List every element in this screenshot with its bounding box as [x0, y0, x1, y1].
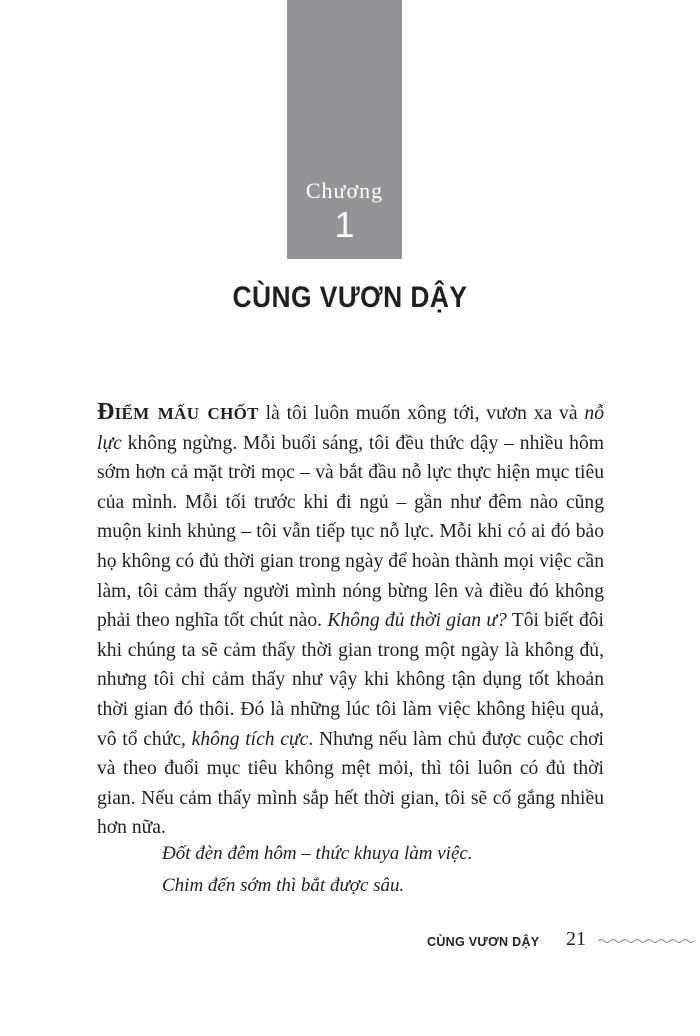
body-emphasis: không tích cực	[191, 728, 309, 750]
page-number: 21	[566, 928, 586, 950]
chapter-label: Chương	[305, 178, 384, 203]
lead-in-phrase: Điểm mấu chốt	[97, 399, 259, 425]
proverb-quote: Chim đến sớm thì bắt được sâu.	[162, 875, 405, 896]
body-text-run: là tôi luôn muốn xông tới, vươn xa và	[258, 403, 585, 424]
chapter-banner	[287, 0, 402, 259]
running-footer-title: CÙNG VƯƠN DẬY	[427, 935, 540, 949]
chapter-number: 1	[334, 204, 355, 245]
proverb-quote: Đốt đèn đêm hôm – thức khuya làm việc.	[162, 843, 473, 864]
wave-ornament-icon	[596, 936, 696, 946]
body-text-run: . Nhưng nếu làm chủ được cuộc chơi và theo đuổi mục tiêu không mệt mỏi, thì tôi luôn có đủ thời gian. Nếu cảm thấy mình sắp hết thời gian, tôi sẽ cố gắng nhiều hơn nữa.	[97, 728, 604, 839]
body-emphasis: nỗ lực	[97, 403, 604, 454]
chapter-title: CÙNG VƯƠN DẬY	[232, 281, 468, 314]
body-emphasis: Không đủ thời gian ư?	[327, 610, 507, 632]
body-text-run: không ngừng. Mỗi buổi sáng, tôi đều thức dậy – nhiều hôm sớm hơn cả mặt trời mọc – và bắt đầu nỗ lực thực hiện mục tiêu của mình. Mỗi tối trước khi đi ngủ – gần như đêm nào cũng muộn kinh khủng – tôi vẫn tiếp tục nỗ lực. Mỗi khi có ai đó bảo họ không có đủ thời gian trong ngày để hoàn thành mọi việc cần làm, tôi cảm thấy người mình nóng bừng lên và điều đó không phải theo nghĩa tốt chút nào.	[97, 432, 604, 632]
body-paragraph	[97, 398, 604, 843]
body-text-run: Tôi biết đôi khi chúng ta sẽ cảm thấy thời gian trong một ngày là không đủ, nhưng tôi chỉ cảm thấy như vậy khi không tận dụng tốt khoản thời gian đó thôi. Đó là những lúc tôi làm việc không hiệu quả, vô tổ chức,	[97, 610, 604, 750]
